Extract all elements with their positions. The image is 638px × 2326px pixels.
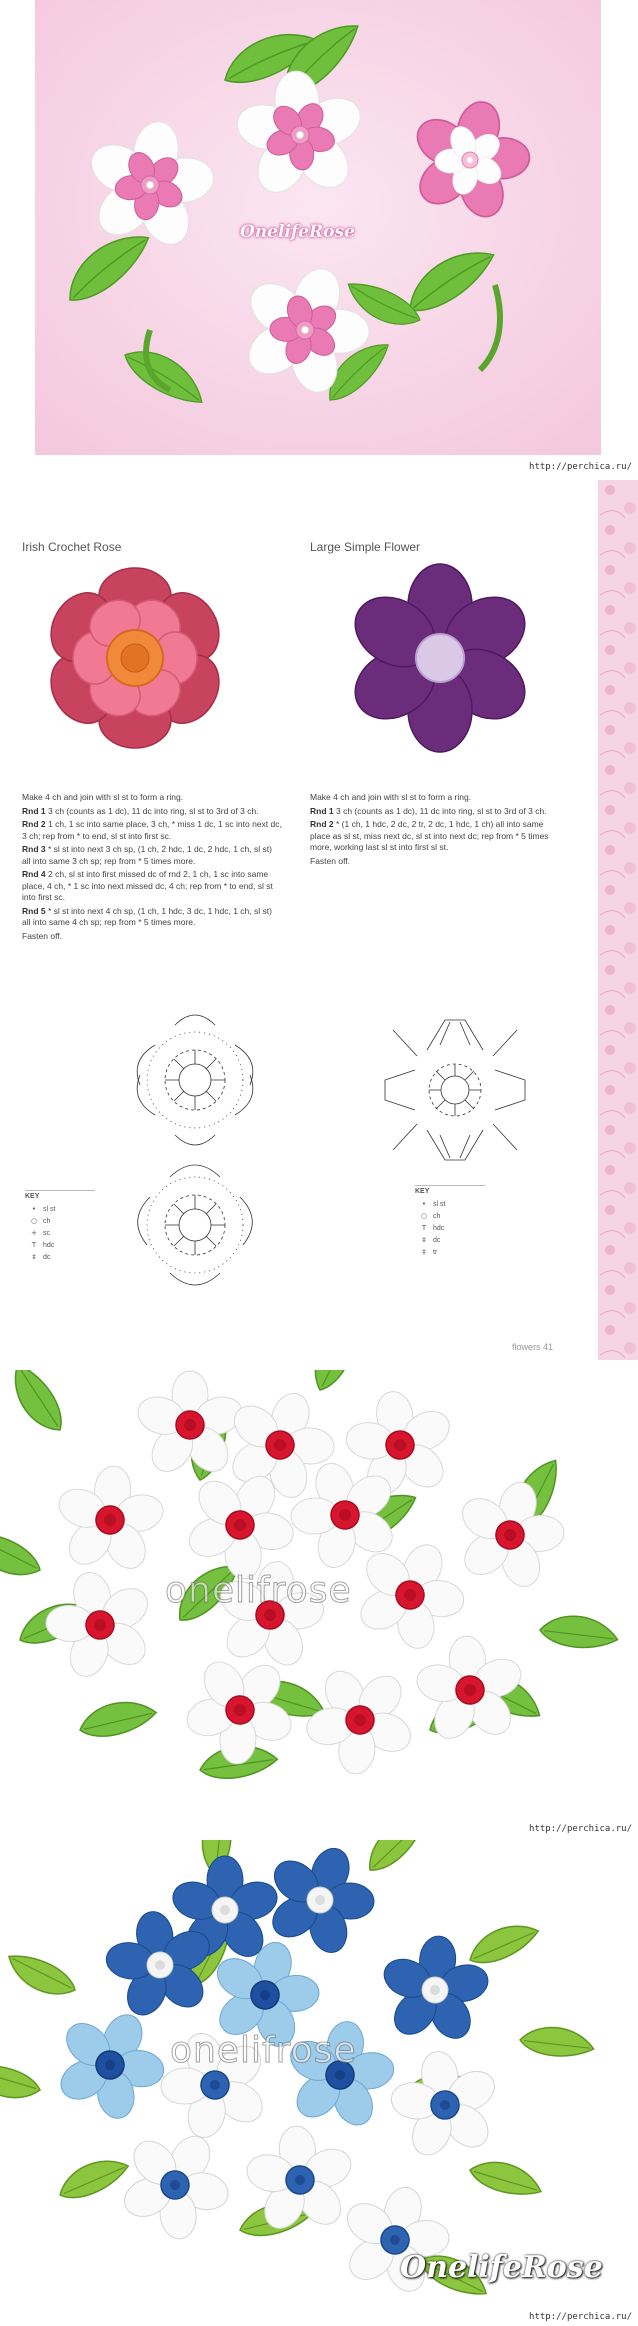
stitch-symbol-icon: ○: [30, 1217, 38, 1225]
instruction-paragraph: [22, 906, 282, 929]
stitch-label: hdc: [43, 1241, 55, 1249]
key-row: [25, 1215, 95, 1227]
instruction-paragraph: [22, 931, 282, 943]
instruction-paragraph: [22, 819, 282, 842]
instruction-paragraph: [22, 792, 282, 804]
instruction-paragraph: [310, 792, 555, 804]
stitch-symbol-icon: ‡: [32, 1253, 36, 1261]
left-pattern-instructions: [22, 792, 282, 944]
instruction-paragraph: [310, 806, 555, 818]
stitch-symbol-icon: T: [421, 1224, 427, 1232]
onelifrose-watermark: onelifrose: [165, 1570, 352, 1611]
key-row: [25, 1227, 95, 1239]
instruction-text: 3 ch (counts as 1 dc), 11 dc into ring, sl st to 3rd of 3 ch.: [45, 805, 259, 816]
stitch-symbol-icon: •: [31, 1205, 37, 1213]
round-label: Rnd 4: [22, 869, 46, 879]
key-row: [415, 1222, 485, 1234]
stitch-label: tr: [433, 1248, 438, 1256]
stitch-label: hdc: [433, 1224, 445, 1232]
key-row: [415, 1234, 485, 1246]
instruction-text: * sl st into next 4 ch sp, (1 ch, 1 hdc, 3 dc, 1 hdc, 1 ch, sl st) all into same 4 ch sp; rep from * 5 times more.: [22, 905, 272, 927]
round-label: Rnd 2: [22, 819, 46, 829]
instruction-paragraph: [22, 869, 282, 904]
key-heading: KEY: [415, 1188, 430, 1195]
onelifrose-watermark: onelifrose: [170, 2030, 357, 2071]
photo-pink-white-flowers: [0, 0, 638, 480]
left-key-legend: [25, 1190, 95, 1263]
stitch-label: ch: [433, 1212, 441, 1220]
source-url: http://perchica.ru/: [529, 462, 632, 472]
instruction-paragraph: [310, 819, 555, 854]
instruction-text: 2 ch, sl st into first missed dc of rnd 2, 1 ch, 1 sc into same place, 4 ch, * 1 sc into next missed dc, 4 ch; rep from * to end, sl st into first sc.: [22, 869, 273, 902]
instruction-paragraph: [310, 856, 555, 868]
stitch-symbol-icon: T: [31, 1241, 37, 1249]
stitch-symbol-icon: ‡: [422, 1248, 426, 1256]
right-pattern-instructions: [310, 792, 555, 869]
stitch-label: sl st: [43, 1205, 56, 1213]
instruction-text: 1 ch, 1 sc into same place, 3 ch, * miss 1 dc, 1 sc into next dc, 3 ch; rep from * to end, sl st into first sc.: [22, 819, 282, 841]
stitch-label: sc: [43, 1229, 50, 1237]
key-row: [25, 1251, 95, 1263]
stitch-symbol-icon: ‡: [422, 1236, 426, 1244]
key-row: [25, 1203, 95, 1215]
round-label: Rnd 3: [22, 844, 46, 854]
instruction-text: * sl st into next 3 ch sp, (1 ch, 2 hdc, 1 dc, 2 hdc, 1 ch, sl st) all into same 3 ch sp; rep from * 5 times more.: [22, 844, 272, 866]
photo-blue-white-flowers: [0, 1840, 638, 2326]
left-pattern-title: Irish Crochet Rose: [22, 540, 122, 554]
instruction-text: Make 4 ch and join with sl st to form a ring.: [310, 792, 472, 802]
key-row: [25, 1239, 95, 1251]
stitch-label: sl st: [433, 1200, 446, 1208]
key-heading: KEY: [25, 1193, 40, 1200]
book-page-pattern: [0, 480, 638, 1370]
key-row: [415, 1246, 485, 1258]
instruction-paragraph: [22, 806, 282, 818]
instruction-text: * (1 ch, 1 hdc, 2 dc, 2 tr, 2 dc, 1 hdc, 1 ch) all into same place as sl st, miss next dc, sl st into next dc; rep from * 5 times more, working last sl st into first sl st.: [310, 819, 549, 852]
photo-white-red-flowers: [0, 1370, 638, 1840]
round-label: Rnd 1: [310, 805, 334, 816]
stitch-label: dc: [43, 1253, 51, 1261]
round-label: Rnd 1: [22, 805, 46, 816]
source-url: http://perchica.ru/: [529, 1824, 632, 1834]
instruction-text: Make 4 ch and join with sl st to form a ring.: [22, 792, 184, 802]
key-row: [415, 1198, 485, 1210]
stitch-symbol-icon: •: [421, 1200, 427, 1208]
stitch-label: dc: [433, 1236, 441, 1244]
source-url: http://perchica.ru/: [529, 2312, 632, 2322]
round-label: Rnd 5: [22, 905, 46, 916]
stitch-symbol-icon: +: [31, 1229, 37, 1237]
instruction-text: 3 ch (counts as 1 dc), 11 dc into ring, sl st to 3rd of 3 ch.: [333, 805, 547, 816]
stitch-label: ch: [43, 1217, 51, 1225]
page-folio: flowers 41: [512, 1342, 554, 1352]
onelife-rose-signature: OnelifeRose: [400, 2250, 603, 2285]
right-pattern-title: Large Simple Flower: [310, 540, 421, 554]
instruction-paragraph: [22, 844, 282, 867]
instruction-text: Fasten off.: [310, 855, 351, 866]
stitch-symbol-icon: ○: [420, 1212, 428, 1220]
key-row: [415, 1210, 485, 1222]
onelife-rose-signature: OnelifeRose: [240, 222, 355, 242]
round-label: Rnd 2: [310, 819, 334, 829]
instruction-text: Fasten off.: [22, 930, 63, 941]
right-key-legend: [415, 1185, 485, 1258]
